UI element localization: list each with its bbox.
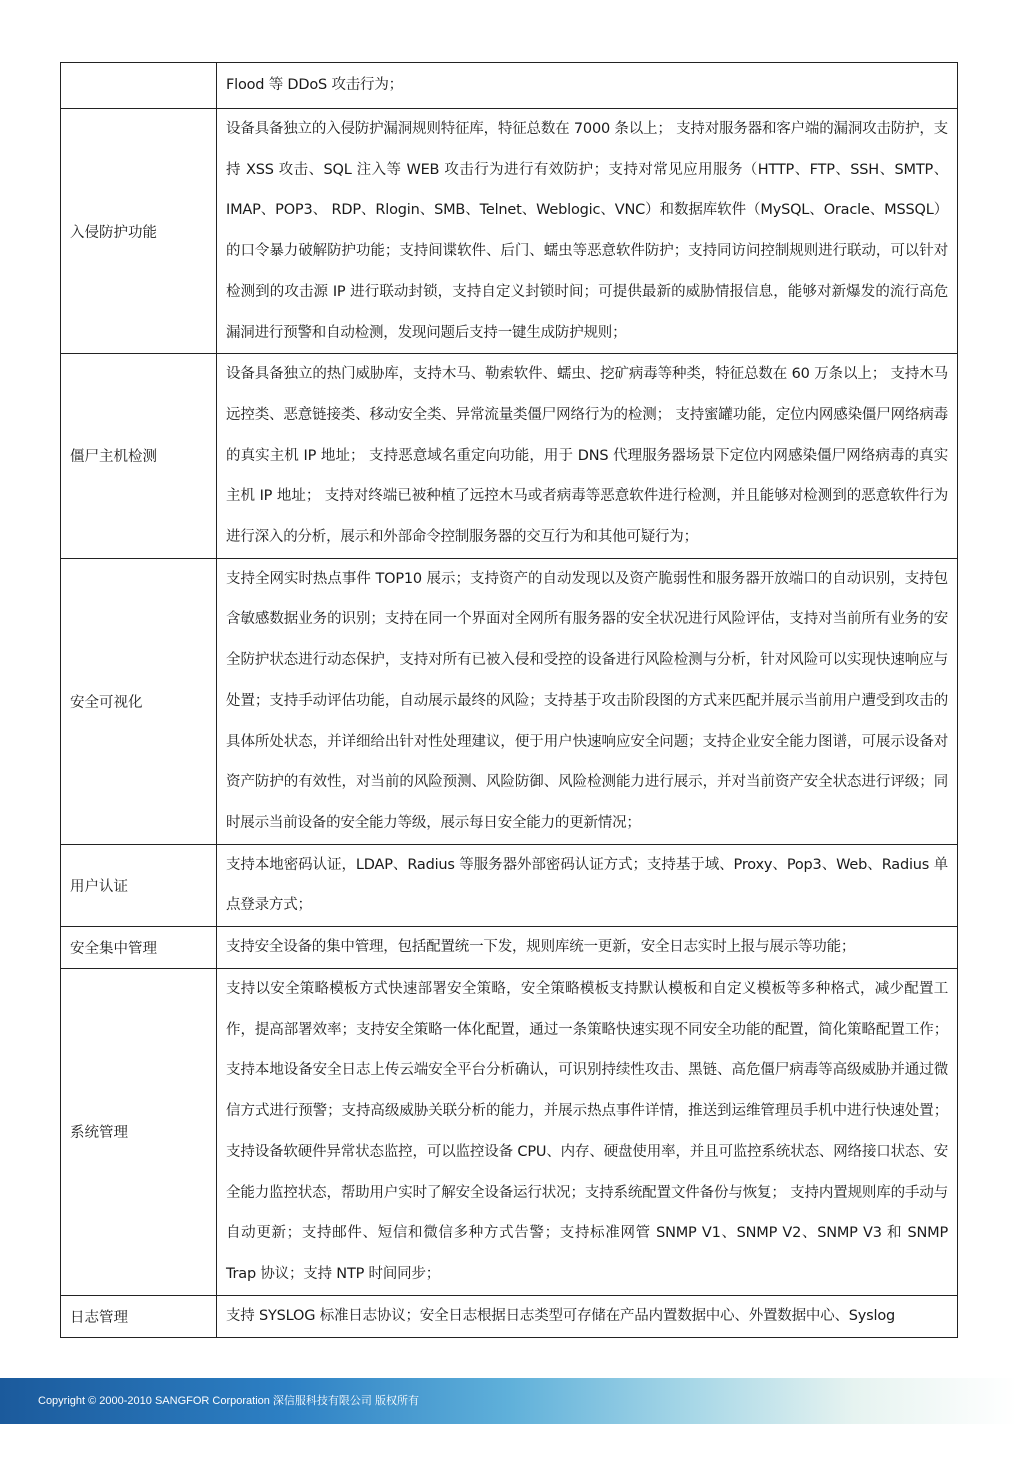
row-label: 用户认证 xyxy=(61,844,217,926)
row-label xyxy=(61,63,217,109)
row-label: 僵尸主机检测 xyxy=(61,354,217,559)
row-label: 安全集中管理 xyxy=(61,927,217,969)
row-text: 设备具备独立的热门威胁库，支持木马、勒索软件、蠕虫、挖矿病毒等种类，特征总数在 60 万条以上； 支持木马远控类、恶意链接类、移动安全类、异常流量类僵尸网络行为的检测； 支持蜜罐功能，定位内网感染僵尸网络病毒的真实主机 IP 地址； 支持恶意域名重定向功能，用于 DNS 代理服务器场景下定位内网感染僵尸网络病毒的真实主机 IP 地址； 支持对终端已被种植了远控木马或者病毒等恶意软件进行检测，并且能够对检测到的恶意软件行为进行深入的分析，展示和外部命令控制服务器的交互行为和其他可疑行为； xyxy=(217,354,958,559)
table-row xyxy=(61,63,958,109)
footer-copyright: Copyright © 2000-2010 SANGFOR Corporation 深信服科技有限公司 版权所有 xyxy=(38,1395,419,1407)
table-row xyxy=(61,558,958,844)
table-row xyxy=(61,109,958,354)
table-row xyxy=(61,354,958,559)
spec-table xyxy=(60,62,958,1338)
table-row xyxy=(61,1295,958,1337)
row-text: 支持本地密码认证，LDAP、Radius 等服务器外部密码认证方式；支持基于域、Proxy、Pop3、Web、Radius 单点登录方式； xyxy=(217,844,958,926)
row-text: 支持全网实时热点事件 TOP10 展示；支持资产的自动发现以及资产脆弱性和服务器开放端口的自动识别，支持包含敏感数据业务的识别；支持在同一个界面对全网所有服务器的安全状况进行风险评估，支持对当前所有业务的安全防护状态进行动态保护，支持对所有已被入侵和受控的设备进行风险检测与分析，针对风险可以实现快速响应与处置；支持手动评估功能，自动展示最终的风险；支持基于攻击阶段图的方式来匹配并展示当前用户遭受到攻击的具体所处状态，并详细给出针对性处理建议，便于用户快速响应安全问题；支持企业安全能力图谱，可展示设备对资产防护的有效性，对当前的风险预测、风险防御、风险检测能力进行展示，并对当前资产安全状态进行评级；同时展示当前设备的安全能力等级，展示每日安全能力的更新情况； xyxy=(217,558,958,844)
table-row xyxy=(61,969,958,1296)
row-label: 入侵防护功能 xyxy=(61,109,217,354)
row-text: 支持以安全策略模板方式快速部署安全策略，安全策略模板支持默认模板和自定义模板等多种格式，减少配置工作，提高部署效率；支持安全策略一体化配置，通过一条策略快速实现不同安全功能的配置，简化策略配置工作； 支持本地设备安全日志上传云端安全平台分析确认，可识别持续性攻击、黑链、高危僵尸病毒等高级威胁并通过微信方式进行预警；支持高级威胁关联分析的能力，并展示热点事件详情，推送到运维管理员手机中进行快速处置； 支持设备软硬件异常状态监控，可以监控设备 CPU、内存、硬盘使用率，并且可监控系统状态、网络接口状态、安全能力监控状态，帮助用户实时了解安全设备运行状况；支持系统配置文件备份与恢复； 支持内置规则库的手动与自动更新；支持邮件、短信和微信多种方式告警；支持标准网管 SNMP V1、SNMP V2、SNMP V3 和 SNMP Trap 协议；支持 NTP 时间同步； xyxy=(217,969,958,1296)
row-label: 日志管理 xyxy=(61,1295,217,1337)
table-row xyxy=(61,844,958,926)
table-row xyxy=(61,927,958,969)
row-text: 支持 SYSLOG 标准日志协议；安全日志根据日志类型可存储在产品内置数据中心、外置数据中心、Syslog xyxy=(217,1295,958,1337)
row-label: 安全可视化 xyxy=(61,558,217,844)
row-text: 支持安全设备的集中管理，包括配置统一下发，规则库统一更新，安全日志实时上报与展示等功能； xyxy=(217,927,958,969)
footer-bar xyxy=(0,1378,1017,1424)
row-text: Flood 等 DDoS 攻击行为； xyxy=(217,63,958,109)
row-text: 设备具备独立的入侵防护漏洞规则特征库，特征总数在 7000 条以上； 支持对服务器和客户端的漏洞攻击防护，支持 XSS 攻击、SQL 注入等 WEB 攻击行为进行有效防护；支持对常见应用服务（HTTP、FTP、SSH、SMTP、IMAP、POP3、 RDP、Rlogin、SMB、Telnet、Weblogic、VNC）和数据库软件（MySQL、Oracle、MSSQL）的口令暴力破解防护功能；支持间谍软件、后门、蠕虫等恶意软件防护；支持同访问控制规则进行联动，可以针对检测到的攻击源 IP 进行联动封锁，支持自定义封锁时间；可提供最新的威胁情报信息，能够对新爆发的流行高危漏洞进行预警和自动检测，发现问题后支持一键生成防护规则； xyxy=(217,109,958,354)
row-label: 系统管理 xyxy=(61,969,217,1296)
